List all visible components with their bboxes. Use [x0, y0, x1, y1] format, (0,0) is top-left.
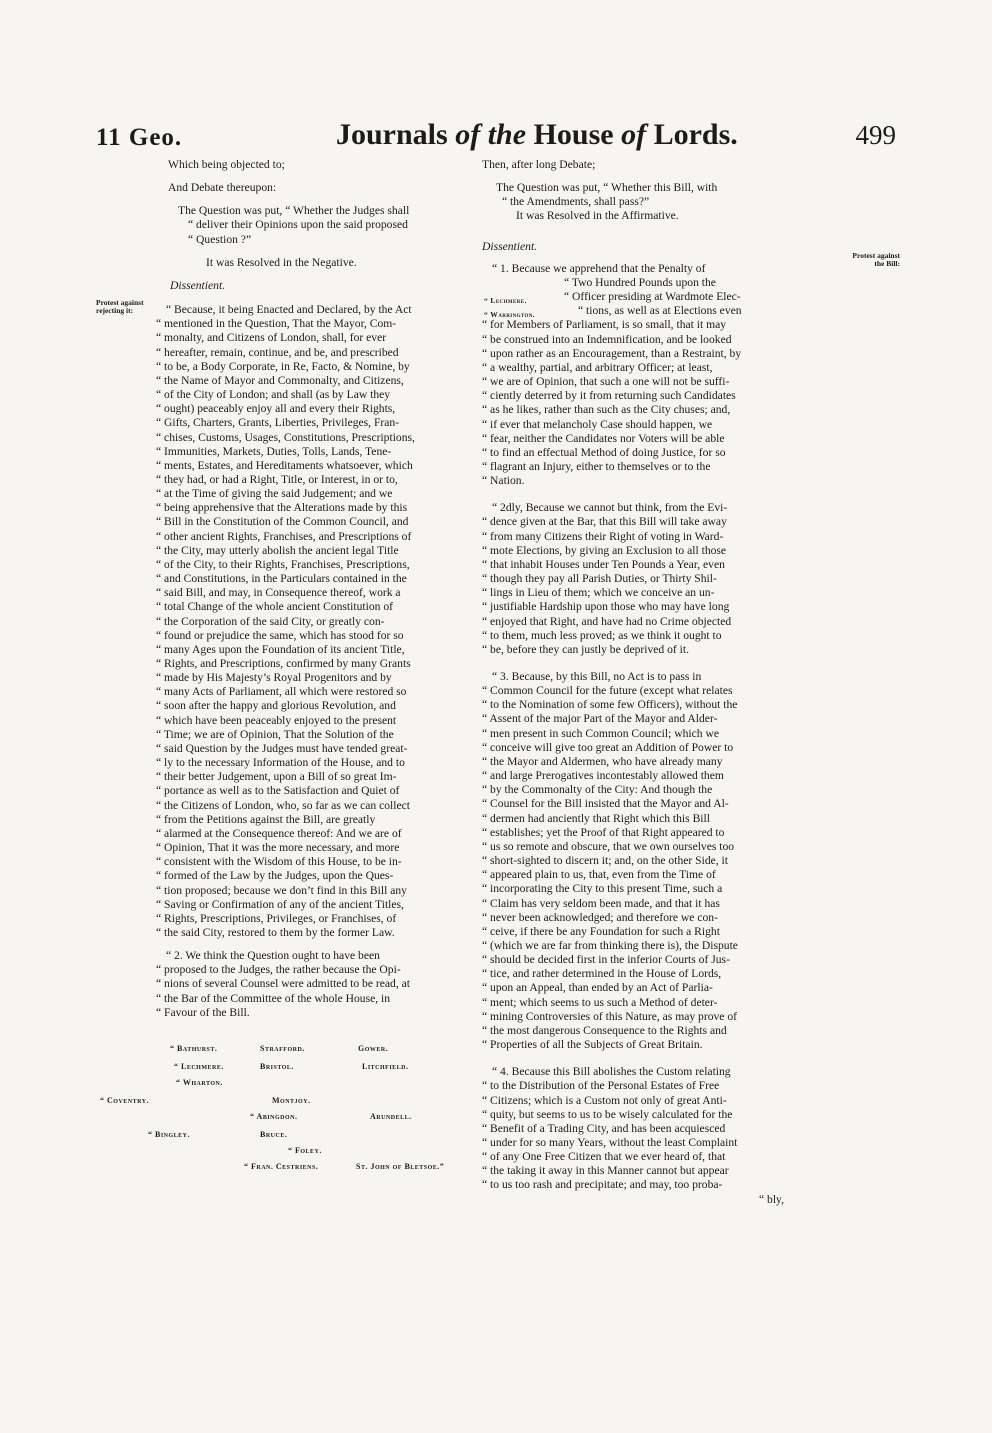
text-line: “ the City, may utterly abolish the ancient legal Title [156, 543, 399, 557]
text-line: “ conceive will give too great an Addition of Power to [482, 740, 734, 754]
text-line: “ ciently deterred by it from returning such Candidates [482, 389, 736, 403]
text-line: “ ment; which seems to us such a Method of deter- [482, 995, 718, 1009]
reason-paragraph-1 [482, 262, 792, 489]
text-line: “ the Corporation of the said City, or greatly con- [156, 614, 385, 628]
text-line: “ be, before they can justly be deprived of it. [482, 642, 690, 656]
text-line: “ ceive, if there be any Foundation for such a Right [482, 924, 720, 938]
question-line: The Question was put, “ Whether the Judges shall [178, 204, 410, 218]
text-line: “ Bill in the Constitution of the Common Council, and [156, 515, 409, 529]
text-line: “ nions of several Counsel were admitted to be read, at [156, 977, 411, 991]
dissentient-heading: Dissentient. [482, 239, 538, 253]
text-line: “ never been acknowledged; and therefore we con- [482, 910, 718, 924]
text-line: “ if ever that melancholy Case should happen, we [482, 417, 713, 431]
text-line: “ Common Council for the future (except what relates [482, 684, 733, 698]
signature: “ Bingley. [148, 1129, 191, 1139]
text-line: “ the Name of Mayor and Commonalty, and Citizens, [156, 373, 404, 387]
text-line: “ incorporating the City to this present Time, such a [482, 882, 723, 896]
text-line: “ to find an effectual Method of doing Justice, for so [482, 445, 726, 459]
text-line: “ quity, but seems to us to be wisely calculated for the [482, 1107, 733, 1121]
text-line: “ other ancient Rights, Franchises, and Prescriptions of [156, 529, 412, 543]
text-line: “ by the Commonalty of the City: And though the [482, 783, 713, 797]
text-line: “ hereafter, remain, continue, and be, and prescribed [156, 345, 399, 359]
page-header [96, 118, 896, 158]
text-line: And Debate thereupon: [168, 181, 277, 195]
text-line: “ dermen had anciently that Right which this Bill [482, 811, 710, 825]
text-line: “ under for so many Years, without the least Complaint [482, 1136, 738, 1149]
text-line: “ Time; we are of Opinion, That the Solution of the [156, 727, 394, 741]
text-line: “ we are of Opinion, that such a one will not be suffi- [482, 375, 730, 389]
signature: Strafford. [260, 1043, 305, 1053]
text-line: “ of the City of London; and shall (as by Law they [156, 388, 391, 402]
text-line: “ Nation. [482, 474, 525, 488]
text-line: “ for Members of Parliament, is so small, that it may [482, 318, 727, 332]
text-line: “ monalty, and Citizens of London, shall, for ever [156, 331, 387, 345]
signature: “ Foley. [288, 1145, 322, 1155]
text-line: “ soon after the happy and glorious Revolution, and [156, 699, 396, 713]
text-line: “ Counsel for the Bill insisted that the Mayor and Al- [482, 797, 729, 811]
text-line: “ their better Judgement, upon a Bill of so great Im- [156, 770, 397, 784]
text-line: “ ought) peaceably enjoy all and every their Rights, [156, 402, 396, 416]
text-line: “ be construed into an Indemnification, and be looked [482, 332, 732, 346]
question-line: “ Question ?” [188, 232, 252, 246]
text-line: “ tion proposed; because we don’t find in this Bill any [156, 883, 407, 897]
text-line: “ Properties of all the Subjects of Great Britain. [482, 1038, 703, 1052]
title-word: Journals [336, 118, 448, 151]
signature: “ Warrington. [484, 310, 536, 319]
signature: “ Abingdon. [250, 1111, 298, 1121]
text-line: “ they had, or had a Right, Title, or Interest, in or to, [156, 472, 398, 486]
text-line: “ said Question by the Judges must have tended great- [156, 741, 408, 755]
text-line: “ 3. Because, by this Bill, no Act is to pass in [492, 670, 702, 683]
text-line: Then, after long Debate; [482, 158, 596, 171]
signature: “ Coventry. [100, 1095, 150, 1105]
text-line: “ and Constitutions, in the Particulars contained in the [156, 572, 407, 586]
question-line: The Question was put, “ Whether this Bill, with [496, 181, 718, 195]
text-line: “ establishes; yet the Proof of that Right appeared to [482, 825, 725, 839]
text-line: “ the Bar of the Committee of the whole House, in [156, 991, 391, 1005]
text-line: “ Rights, Prescriptions, Privileges, or Franchises, of [156, 911, 397, 925]
text-line: “ and large Prerogatives incontestably allowed them [482, 769, 724, 783]
signature: St. John of Bletsoe.” [356, 1161, 445, 1171]
text-line: “ justifiable Hardship upon those who may have long [482, 600, 730, 614]
signature: Bristol. [260, 1061, 294, 1071]
text-line: “ chises, Customs, Usages, Constitutions, Prescriptions, [156, 430, 415, 444]
text-line: “ made by His Majesty’s Royal Progenitors and by [156, 671, 392, 685]
text-line: “ which have been peaceably enjoyed to the present [156, 713, 397, 727]
text-line: “ fear, neither the Candidates nor Voters will be able [482, 431, 725, 445]
title-word: of [455, 118, 481, 151]
regnal-year: 11 Geo. [96, 124, 183, 151]
text-line: “ to us too rash and precipitate; and may, too proba- [482, 1178, 723, 1192]
text-line: “ upon rather as an Encouragement, than a Restraint, by [482, 346, 742, 360]
text-line: “ Claim has very seldom been made, and that it has [482, 896, 720, 910]
text-line: “ Citizens; which is a Custom not only of great Anti- [482, 1093, 727, 1107]
question-line: “ deliver their Opinions upon the said proposed [188, 218, 408, 232]
text-line: “ men present in such Common Council; which we [482, 726, 719, 740]
signature: “ Lechmere. [484, 296, 527, 305]
protest-paragraph-1 [88, 303, 468, 940]
text-line: “ Saving or Confirmation of any of the ancient Titles, [156, 897, 404, 911]
signature: “ Bathurst. [170, 1043, 218, 1053]
text-line: “ consistent with the Wisdom of this House, to be in- [156, 855, 402, 869]
text-line: “ should be decided first in the inferior Courts of Jus- [482, 953, 730, 967]
text-line: “ short-sighted to discern it; and, on the other Side, it [482, 854, 728, 868]
text-line: “ to the Nomination of some few Officers), without the [482, 698, 738, 712]
text-line: “ a wealthy, partial, and arbitrary Officer; at least, [482, 360, 713, 374]
title-word: of [621, 118, 647, 151]
text-line: “ alarmed at the Consequence thereof: And we are of [156, 826, 402, 840]
text-line: “ of the City, to their Rights, Franchises, Prescriptions, [156, 557, 410, 571]
text-line: “ 1. Because we apprehend that the Penalty of [492, 261, 706, 275]
text-line: “ portance as well as to the Satisfaction and Quiet of [156, 784, 400, 798]
text-line: “ at the Time of giving the said Judgement; and we [156, 487, 393, 501]
text-line: “ Opinion, That it was the more necessary, and more [156, 841, 400, 855]
reason-paragraph-3 [482, 670, 792, 1052]
text-line: “ though they pay all Parish Duties, or Thirty Shil- [482, 572, 717, 586]
text-line: “ total Change of the whole ancient Constitution of [156, 600, 393, 614]
text-line: “ the most dangerous Consequence to the Rights and [482, 1023, 727, 1037]
signature: Montjoy. [272, 1095, 311, 1105]
text-line: “ tice, and rather determined in the House of Lords, [482, 967, 722, 981]
text-line: “ Immunities, Markets, Duties, Tolls, Lands, Tene- [156, 444, 392, 458]
protest-paragraph-2 [88, 949, 468, 1020]
text-line: “ enjoyed that Right, and have had no Crime objected [482, 614, 732, 628]
text-line: “ mining Controversies of this Nature, as may prove of [482, 1009, 738, 1023]
margin-note: Protest against the Bill: [852, 251, 900, 268]
text-line: “ us so remote and obscure, that we own ourselves too [482, 839, 735, 853]
title-word: Lords. [653, 118, 738, 151]
dissentient-heading: Dissentient. [170, 278, 226, 292]
reason-paragraph-2 [482, 501, 792, 657]
text-line: “ formed of the Law by the Judges, upon the Ques- [156, 869, 394, 883]
text-line: Which being objected to; [168, 158, 285, 171]
text-line: “ (which we are far from thinking there is), the Dispute [482, 938, 738, 952]
title-word: the [487, 118, 527, 151]
text-line: “ to them, much less proved; as we think it ought to [482, 628, 722, 642]
text-line: “ from many Citizens their Right of voting in Ward- [482, 529, 724, 543]
text-line: “ 2dly, Because we cannot but think, from the Evi- [492, 501, 728, 515]
text-line: “ proposed to the Judges, the rather because the Opi- [156, 963, 401, 977]
signature: “ Wharton. [176, 1077, 223, 1087]
signature: “ Fran. Cestriens. [244, 1161, 319, 1171]
text-line: “ the taking it away in this Manner cannot but appear [482, 1164, 729, 1178]
text-line: “ said Bill, and may, in Consequence thereof, work a [156, 586, 401, 600]
signature: Litchfield. [362, 1061, 409, 1071]
signature: Bruce. [260, 1129, 288, 1139]
text-line: “ that inhabit Houses under Ten Pounds a Year, even [482, 557, 725, 571]
text-line: “ as he likes, rather than such as the City chuses; and, [482, 403, 731, 417]
text-line: “ tions, as well as at Elections even [578, 304, 742, 318]
text-line: “ ments, Estates, and Hereditaments whatsoever, which [156, 458, 413, 472]
text-line: “ Two Hundred Pounds upon the [564, 275, 716, 289]
text-line: “ appeared plain to us, that, even from the Time of [482, 868, 716, 882]
text-line: “ the Citizens of London, who, so far as we can collect [156, 798, 411, 812]
text-line: “ Benefit of a Trading City, and has been acquiesced [482, 1121, 726, 1135]
text-line: “ dence given at the Bar, that this Bill will take away [482, 515, 727, 529]
signature: Arundell. [370, 1111, 412, 1121]
text-line: “ ly to the necessary Information of the House, and to [156, 756, 405, 770]
text-line: “ Favour of the Bill. [156, 1005, 250, 1019]
text-line: “ Because, it being Enacted and Declared, by the Act [166, 303, 412, 317]
text-line: “ 4. Because this Bill abolishes the Custom relating [492, 1065, 731, 1079]
resolution-line: It was Resolved in the Affirmative. [516, 209, 679, 223]
catchword: “ bly, [758, 1192, 784, 1206]
text-line: “ many Acts of Parliament, all which were restored so [156, 685, 407, 699]
text-line: “ from the Petitions against the Bill, are greatly [156, 812, 376, 826]
text-line: “ found or prejudice the same, which has stood for so [156, 628, 404, 642]
text-line: “ mote Elections, by giving an Exclusion to all those [482, 543, 727, 557]
text-line: “ Officer presiding at Wardmote Elec- [564, 290, 741, 304]
question-line: “ the Amendments, shall pass?” [502, 195, 650, 209]
text-line: “ the said City, restored to them by the former Law. [156, 925, 395, 939]
signature: “ Lechmere. [174, 1061, 224, 1071]
text-line: “ 2. We think the Question ought to have been [166, 949, 380, 963]
signature: Gower. [358, 1043, 389, 1053]
text-line: “ being apprehensive that the Alterations made by this [156, 501, 408, 515]
title-word: House [533, 118, 614, 151]
text-line: “ flagrant an Injury, either to themselves or to the [482, 459, 711, 473]
reason-paragraph-4 [482, 1065, 792, 1192]
text-line: “ the Mayor and Aldermen, who have already many [482, 754, 723, 768]
margin-note: Protest against rejecting it: [96, 298, 144, 315]
signatures [100, 1034, 468, 1174]
text-line: “ lings in Lieu of them; which we conceive an un- [482, 586, 715, 600]
text-line: “ mentioned in the Question, That the Mayor, Com- [156, 317, 397, 331]
text-line: “ of any One Free Citizen that we ever heard of, that [482, 1150, 726, 1164]
resolution-line: It was Resolved in the Negative. [206, 255, 357, 269]
text-line: “ upon an Appeal, than ended by an Act of Parlia- [482, 981, 713, 995]
text-line: “ to the Distribution of the Personal Estates of Free [482, 1079, 720, 1093]
text-line: “ Assent of the major Part of the Mayor and Alder- [482, 712, 718, 726]
text-line: “ many Ages upon the Foundation of its ancient Title, [156, 642, 405, 656]
running-title [336, 118, 738, 152]
text-line: “ Gifts, Charters, Grants, Liberties, Privileges, Fran- [156, 416, 400, 430]
text-line: “ to be, a Body Corporate, in Re, Facto, & Nomine, by [156, 359, 410, 373]
page-number: 499 [855, 120, 896, 150]
text-line: “ Rights, and Prescriptions, confirmed by many Grants [156, 657, 411, 670]
